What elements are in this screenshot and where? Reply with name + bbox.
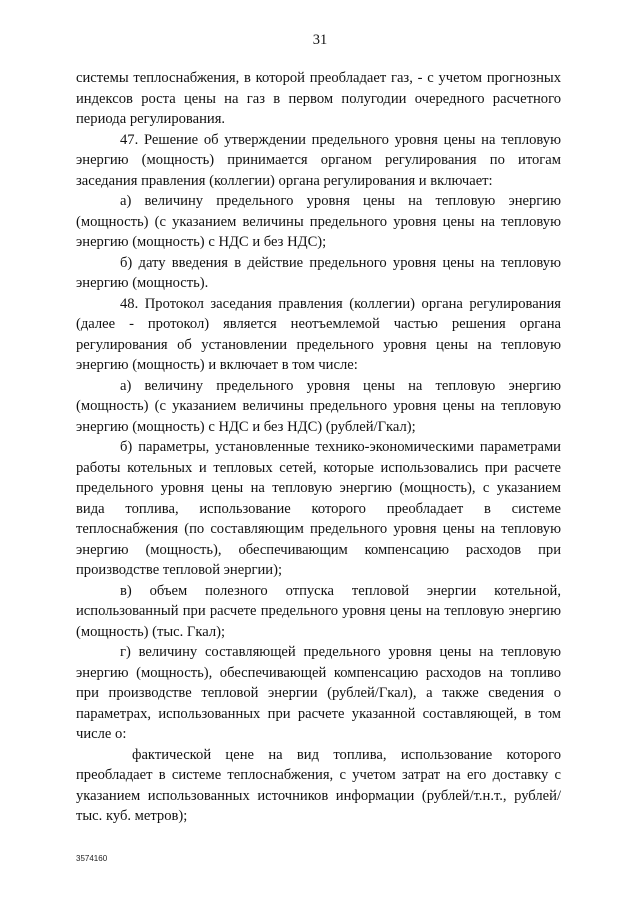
paragraph-48-item-g: г) величину составляющей предельного уровня цены на тепловую энергию (мощность), обеспечивающей компенсацию расходов на топливо при производстве тепловой энергии (рублей/Гкал), а также сведения о параметрах, использованных при расчете указанной составляющей, в том числе о: [76, 644, 561, 742]
document-body [76, 68, 561, 827]
paragraph-clause-48: 48. Протокол заседания правления (коллегии) органа регулирования (далее - протокол) является неотъемлемой частью решения органа регулирования об установлении предельного уровня цены на тепловую энергию (мощность) и включает в том числе: [76, 295, 561, 373]
paragraph-48-item-b: б) параметры, установленные технико-экономическими параметрами работы котельных и тепловых сетей, которые использовались при расчете предельного уровня цены на тепловую энергию (мощность), с указанием вида топлива, использование которого преобладает в системе теплоснабжения (по составляющим предельного уровня цены на тепловую энергию (мощность), обеспечивающим компенсацию расходов при производстве тепловой энергии); [76, 439, 561, 578]
paragraph-clause-47: 47. Решение об утверждении предельного уровня цены на тепловую энергию (мощность) принимается органом регулирования по итогам заседания правления (коллегии) органа регулирования и включает: [76, 131, 561, 189]
paragraph-47-item-b: б) дату введения в действие предельного уровня цены на тепловую энергию (мощность). [76, 254, 561, 291]
page-number: 31 [312, 32, 328, 48]
paragraph-47-item-a: а) величину предельного уровня цены на тепловую энергию (мощность) (с указанием величины предельного уровня цены на тепловую энергию (мощность) с НДС и без НДС); [76, 193, 561, 250]
paragraph-continuation: системы теплоснабжения, в которой преобладает газ, - с учетом прогнозных индексов роста цены на газ в первом полугодии очередного расчетного периода регулирования. [76, 70, 561, 127]
document-code: 3574160 [76, 854, 108, 863]
paragraph-48-item-g-sub: фактической цене на вид топлива, использование которого преобладает в системе теплоснабжения, с учетом затрат на его доставку с указанием использованных источников информации (рублей/т.н.т., рублей/тыс. куб. метров); [76, 746, 561, 824]
paragraph-48-item-v: в) объем полезного отпуска тепловой энергии котельной, использованный при расчете предельного уровня цены на тепловую энергию (мощность) (тыс. Гкал); [76, 582, 561, 640]
paragraph-48-item-a: а) величину предельного уровня цены на тепловую энергию (мощность) (с указанием величины предельного уровня цены на тепловую энергию (мощность) с НДС и без НДС) (рублей/Гкал); [76, 377, 561, 435]
